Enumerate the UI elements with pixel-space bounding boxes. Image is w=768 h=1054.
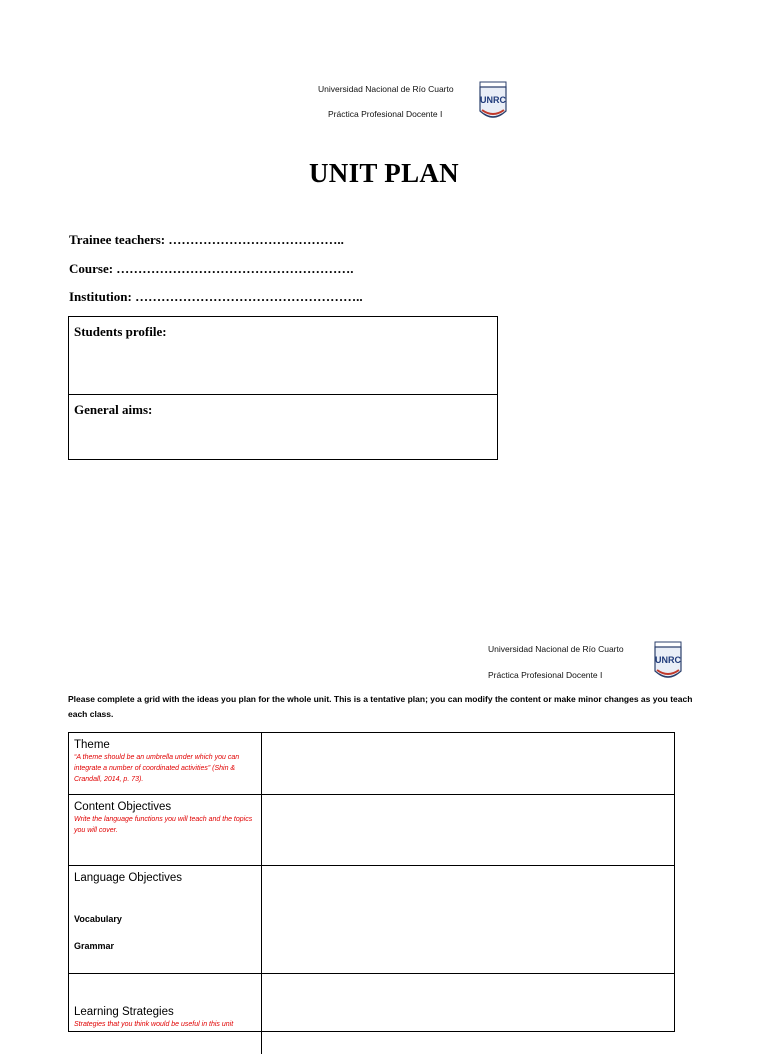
students-profile-label: Students profile: — [74, 324, 167, 339]
grammar-label: Grammar — [74, 941, 115, 951]
logo-text: UNRC — [655, 655, 681, 665]
students-profile-row — [69, 317, 497, 395]
language-objectives-label: Language Objectives — [74, 872, 183, 884]
language-objectives-row — [69, 866, 674, 974]
theme-row — [69, 733, 674, 795]
logo-text: UNRC — [480, 95, 506, 105]
page2-course-name: Práctica Profesional Docente I — [488, 670, 603, 680]
theme-label: Theme — [74, 739, 110, 751]
language-objectives-label-cell — [69, 866, 262, 973]
page1-university-name: Universidad Nacional de Río Cuarto — [318, 84, 454, 94]
institution-field: Institution: …………………………………………….. — [69, 289, 363, 304]
course-field: Course: ………………………………………………. — [69, 261, 354, 276]
learning-strategies-hint: Strategies that you think would be useful in this unit — [74, 1021, 234, 1028]
trainee-teachers-field: Trainee teachers: ………………………………….. — [69, 232, 344, 247]
learning-strategies-input-cell[interactable] — [262, 974, 674, 1054]
unit-plan-table — [68, 732, 675, 1032]
general-aims-row — [69, 395, 497, 459]
learning-strategies-label-cell — [69, 974, 262, 1054]
instructions-text: Please complete a grid with the ideas you plan for the whole unit. This is a tentative plan; you can modify the content or make minor changes as you teach each class. — [68, 694, 693, 719]
learning-strategies-label: Learning Strategies — [74, 1006, 174, 1018]
page2-university-name: Universidad Nacional de Río Cuarto — [488, 644, 624, 654]
page-title: UNIT PLAN — [309, 158, 459, 188]
page1-course-name: Práctica Profesional Docente I — [328, 109, 443, 119]
page2-unrc-logo — [654, 641, 682, 683]
content-objectives-label-cell — [69, 795, 262, 865]
unrc-logo-icon — [479, 81, 507, 123]
profile-aims-box — [68, 316, 498, 460]
vocabulary-label: Vocabulary — [74, 914, 122, 924]
content-objectives-row — [69, 795, 674, 866]
page1-unrc-logo — [479, 81, 507, 123]
general-aims-label: General aims: — [74, 402, 153, 417]
theme-input-cell[interactable] — [262, 733, 674, 794]
theme-hint: “A theme should be an umbrella under which you can integrate a number of coordinated activities” (Shin & Crandall, 2014, p. 73). — [74, 754, 240, 783]
content-objectives-label: Content Objectives — [74, 801, 172, 813]
content-objectives-hint: Write the language functions you will teach and the topics you will cover. — [74, 816, 253, 834]
theme-label-cell — [69, 733, 262, 794]
unrc-logo-icon — [654, 641, 682, 683]
learning-strategies-row — [69, 974, 674, 1054]
content-objectives-input-cell[interactable] — [262, 795, 674, 865]
language-objectives-input-cell[interactable] — [262, 866, 674, 973]
